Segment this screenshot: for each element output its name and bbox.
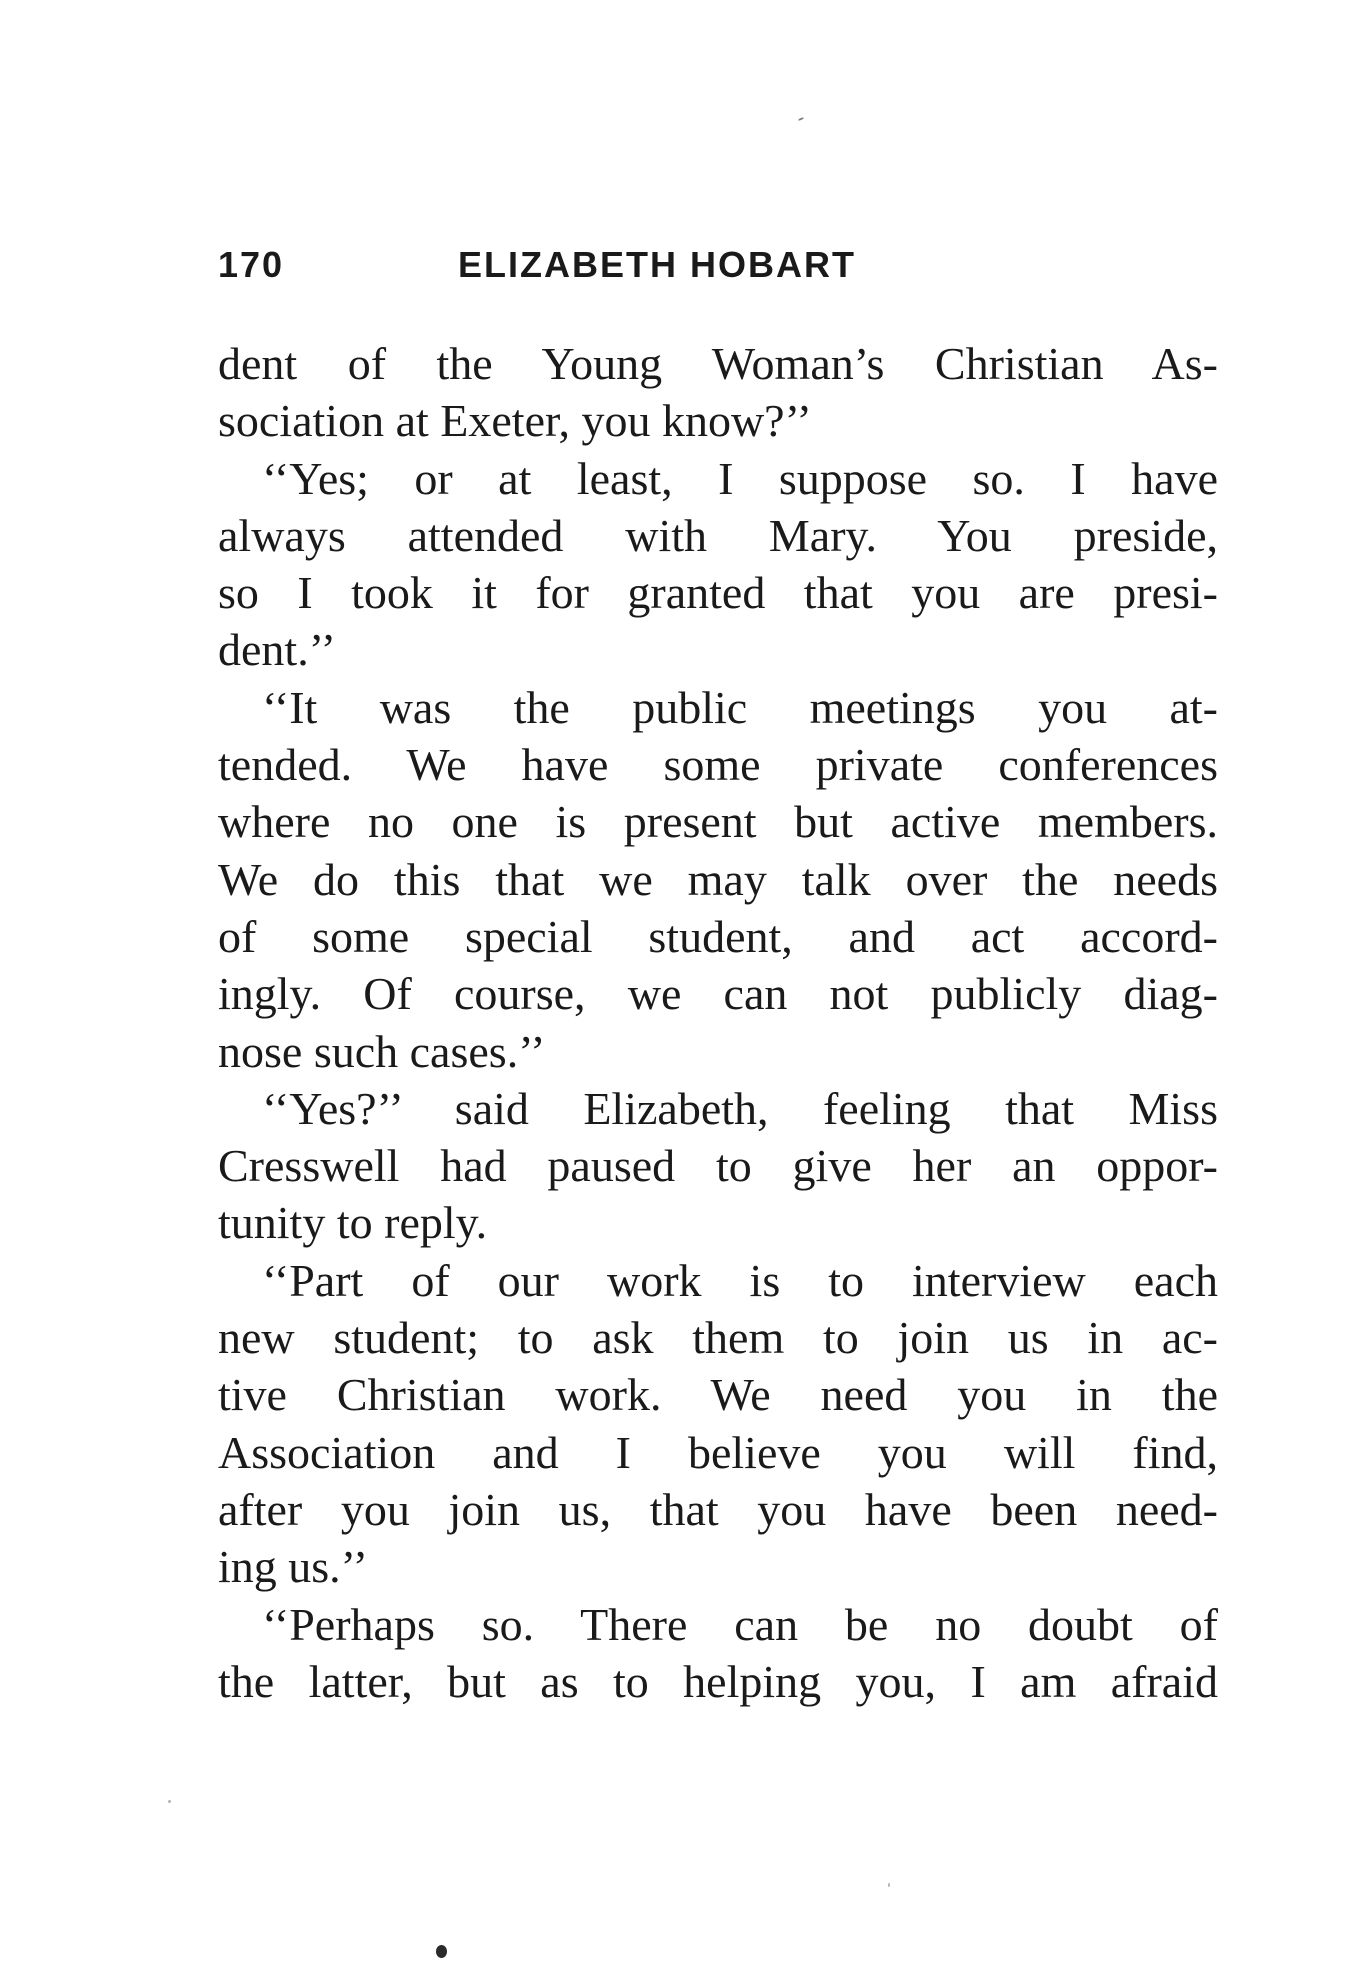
text-line: dent.’’ xyxy=(218,624,336,676)
paragraph-start-line: ‘‘Yes?’’ said Elizabeth, feeling that Miss xyxy=(262,1082,1218,1134)
ink-speck xyxy=(888,1883,890,1887)
text-line: of some special student, and act accord- xyxy=(218,910,1218,962)
text-line: We do this that we may talk over the needs xyxy=(218,853,1218,905)
text-line: so I took it for granted that you are presi- xyxy=(218,567,1218,619)
paragraph-start-line: ‘‘It was the public meetings you at- xyxy=(262,681,1218,733)
text-line: new student; to ask them to join us in ac- xyxy=(218,1312,1218,1364)
text-line: Cresswell had paused to give her an oppor- xyxy=(218,1140,1218,1192)
page-number: 170 xyxy=(218,244,285,285)
text-line: where no one is present but active members. xyxy=(218,796,1218,848)
text-line: nose such cases.’’ xyxy=(218,1025,546,1077)
text-line: dent of the Young Woman’s Christian As- xyxy=(218,338,1218,389)
paragraph-start-line: ‘‘Yes; or at least, I suppose so. I have xyxy=(262,452,1218,504)
text-line: tended. We have some private conferences xyxy=(218,739,1218,791)
text-line: the latter, but as to helping you, I am afraid xyxy=(218,1655,1218,1707)
text-line: tunity to reply. xyxy=(218,1197,488,1249)
body-text xyxy=(218,335,1218,1710)
text-line: always attended with Mary. You preside, xyxy=(218,509,1218,561)
text-line: tive Christian work. We need you in the xyxy=(218,1369,1218,1421)
ink-speck xyxy=(168,1800,171,1803)
ink-speck xyxy=(798,117,804,121)
running-title: ELIZABETH HOBART xyxy=(458,244,856,285)
text-line: ingly. Of course, we can not publicly diag- xyxy=(218,968,1218,1020)
running-head xyxy=(218,244,1218,294)
paragraph-start-line: ‘‘Perhaps so. There can be no doubt of xyxy=(262,1598,1218,1650)
text-line: Association and I believe you will find, xyxy=(218,1426,1218,1478)
text-line: sociation at Exeter, you know?’’ xyxy=(218,395,812,447)
paragraph-start-line: ‘‘Part of our work is to interview each xyxy=(262,1254,1218,1306)
ink-blot xyxy=(436,1945,447,1958)
text-line: after you join us, that you have been need- xyxy=(218,1483,1218,1535)
text-line: ing us.’’ xyxy=(218,1541,368,1593)
